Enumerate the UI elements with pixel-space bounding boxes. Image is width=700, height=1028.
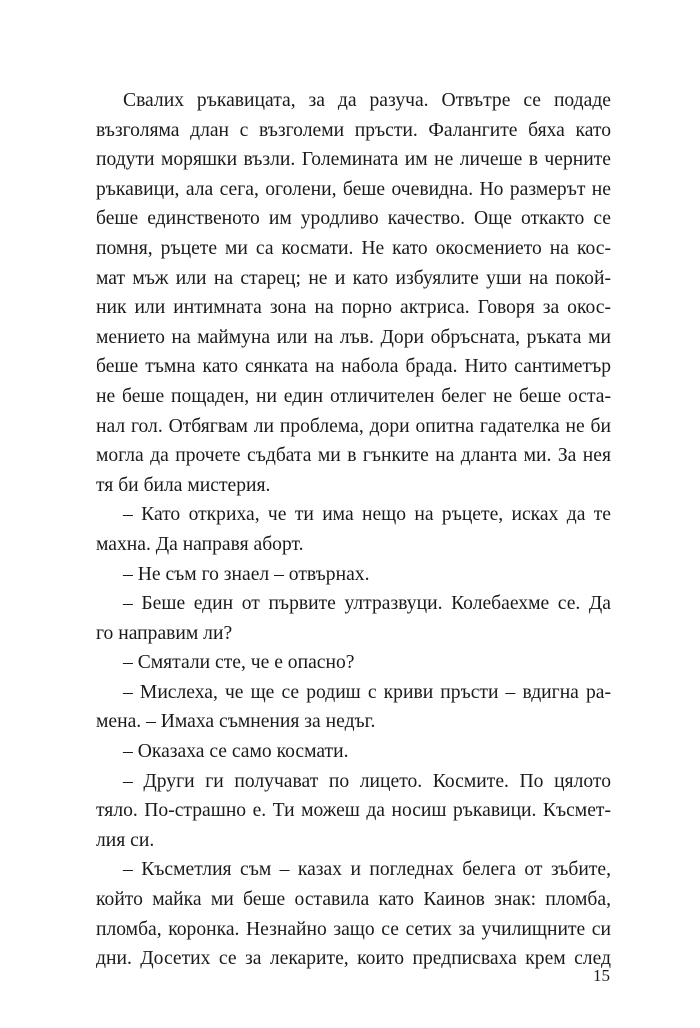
text-line: мат мъж или на старец; не и като избуялите уши на покой-	[96, 267, 611, 289]
text-line: лия си.	[96, 829, 155, 851]
text-line: беше единственото им уродливо качество. Още откакто се	[96, 208, 611, 230]
text-line: тя би била мистерия.	[96, 474, 271, 496]
text-line: дни. Досетих се за лекарите, които предписваха крем след	[96, 948, 611, 970]
text-line: беше тъмна като сянката на набола брада. Нито сантиметър	[96, 356, 611, 378]
text-line: – Смятали сте, че е опасно?	[123, 652, 355, 674]
text-line: възголяма длан с възголеми пръсти. Фалангите бяха като	[96, 119, 611, 141]
text-line: – Късметлия съм – казах и погледнах белега от зъбите,	[123, 859, 611, 881]
text-line: – Не съм го знаел – отвърнах.	[123, 563, 370, 585]
text-line: тяло. По-страшно е. Ти можеш да носиш ръкавици. Късмет-	[96, 800, 611, 822]
page-number: 15	[593, 966, 610, 985]
text-line: – Като откриха, че ти има нещо на ръцете, исках да те	[123, 504, 611, 526]
text-line: – Беше един от първите ултразвуци. Колебаехме се. Да	[123, 593, 611, 615]
text-line: ник или интимната зона на порно актриса. Говоря за окос-	[96, 297, 611, 319]
text-line: махна. Да направя аборт.	[96, 533, 304, 555]
text-line: – Мислеха, че ще се родиш с криви пръсти – вдигна ра-	[123, 681, 611, 703]
body-text	[96, 86, 611, 974]
text-line: го направим ли?	[96, 622, 233, 644]
text-line: мението на маймуна или на лъв. Дори обръсната, ръката ми	[96, 326, 611, 348]
text-line: – Оказаха се само космати.	[123, 741, 349, 763]
text-line: мена. – Имаха съмнения за недъг.	[96, 711, 376, 733]
text-line: – Други ги получават по лицето. Космите. По цялото	[123, 770, 611, 792]
text-line: който майка ми беше оставила като Каинов знак: пломба,	[96, 889, 611, 911]
text-line: пломба, коронка. Незнайно защо се сетих за училищните си	[96, 918, 611, 940]
text-line: нал гол. Отбягвам ли проблема, дори опитна гадателка не би	[96, 415, 611, 437]
text-line: Свалих ръкавицата, за да разуча. Отвътре се подаде	[123, 90, 611, 111]
text-line: могла да прочете съдбата ми в гънките на дланта ми. За нея	[96, 445, 611, 467]
text-line: подути моряшки възли. Големината им не личеше в черните	[96, 149, 611, 171]
text-line: не беше пощаден, ни един отличителен белег не беше оста-	[96, 385, 611, 407]
text-line: ръкавици, ала сега, оголени, беше очевидна. Но размерът не	[96, 178, 611, 200]
text-line: помня, ръцете ми са космати. Не като окосмението на кос-	[96, 237, 611, 259]
